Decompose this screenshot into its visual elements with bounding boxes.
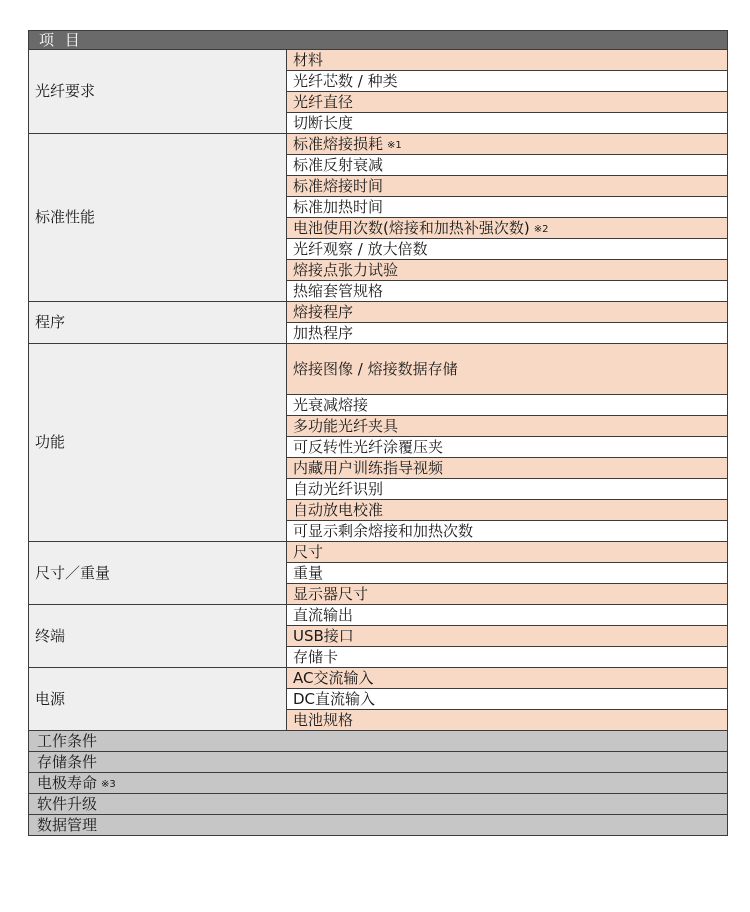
item-cell xyxy=(287,395,728,416)
category-label: 功能 xyxy=(29,344,287,542)
item-cell xyxy=(287,302,728,323)
item-cell xyxy=(287,71,728,92)
item-label: 熔接程序 xyxy=(293,302,354,321)
footer-cell xyxy=(29,815,728,836)
item-label: 存储卡 xyxy=(293,647,339,666)
footer-cell xyxy=(29,794,728,815)
item-cell xyxy=(287,50,728,71)
table-row xyxy=(29,605,728,626)
item-cell xyxy=(287,521,728,542)
item-label: 数据管理 xyxy=(37,815,98,834)
item-label: 光纤观察 / 放大倍数 xyxy=(293,239,428,258)
item-label: AC交流输入 xyxy=(293,668,374,687)
item-label: 自动放电校准 xyxy=(293,500,384,519)
item-cell xyxy=(287,344,728,395)
item-cell xyxy=(287,458,728,479)
table-header-row xyxy=(29,31,728,50)
table-row xyxy=(29,542,728,563)
item-cell xyxy=(287,500,728,521)
table-header-label: 项 目 xyxy=(29,31,728,50)
item-cell xyxy=(287,647,728,668)
item-cell xyxy=(287,155,728,176)
item-cell xyxy=(287,668,728,689)
item-label: 电池使用次数(熔接和加热补强次数) xyxy=(293,218,530,237)
category-label: 标准性能 xyxy=(29,134,287,302)
table-row xyxy=(29,668,728,689)
table-row xyxy=(29,50,728,71)
footer-row xyxy=(29,794,728,815)
item-label: 工作条件 xyxy=(37,731,98,750)
item-label: 可显示剩余熔接和加热次数 xyxy=(293,521,474,540)
item-label: USB接口 xyxy=(293,626,354,645)
item-label: 电极寿命 xyxy=(37,773,98,792)
footer-cell xyxy=(29,752,728,773)
footer-row xyxy=(29,731,728,752)
item-cell xyxy=(287,281,728,302)
item-label: 熔接点张力试验 xyxy=(293,260,399,279)
footnote-mark: ※1 xyxy=(387,139,402,151)
footer-cell xyxy=(29,731,728,752)
item-label: 直流输出 xyxy=(293,605,354,624)
item-cell xyxy=(287,689,728,710)
item-cell xyxy=(287,113,728,134)
item-cell xyxy=(287,542,728,563)
category-label: 程序 xyxy=(29,302,287,344)
item-cell xyxy=(287,479,728,500)
item-cell xyxy=(287,92,728,113)
item-label: 熔接图像 / 熔接数据存储 xyxy=(293,359,458,378)
item-cell xyxy=(287,626,728,647)
item-label: 热缩套管规格 xyxy=(293,281,384,300)
item-cell xyxy=(287,176,728,197)
item-label: 光纤直径 xyxy=(293,92,354,111)
item-label: 多功能光纤夹具 xyxy=(293,416,399,435)
category-label: 电源 xyxy=(29,668,287,731)
category-label: 光纤要求 xyxy=(29,50,287,134)
item-label: 重量 xyxy=(293,563,324,582)
item-label: 内藏用户训练指导视频 xyxy=(293,458,444,477)
item-cell xyxy=(287,605,728,626)
item-label: 光纤芯数 / 种类 xyxy=(293,71,398,90)
item-label: 自动光纤识别 xyxy=(293,479,384,498)
item-cell xyxy=(287,710,728,731)
table-row xyxy=(29,134,728,155)
item-label: 可反转性光纤涂覆压夹 xyxy=(293,437,444,456)
item-cell xyxy=(287,323,728,344)
item-label: 切断长度 xyxy=(293,113,354,132)
item-cell xyxy=(287,437,728,458)
spec-table xyxy=(28,30,728,836)
table-row xyxy=(29,344,728,395)
item-label: 存储条件 xyxy=(37,752,98,771)
item-cell xyxy=(287,584,728,605)
item-label: 标准加热时间 xyxy=(293,197,384,216)
item-label: 显示器尺寸 xyxy=(293,584,369,603)
category-label: 尺寸／重量 xyxy=(29,542,287,605)
item-label: DC直流输入 xyxy=(293,689,376,708)
footnote-mark: ※3 xyxy=(101,778,116,790)
item-cell xyxy=(287,416,728,437)
footer-row xyxy=(29,773,728,794)
item-cell xyxy=(287,218,728,239)
item-label: 材料 xyxy=(293,50,324,69)
item-cell xyxy=(287,260,728,281)
item-cell xyxy=(287,134,728,155)
item-label: 标准反射衰减 xyxy=(293,155,384,174)
item-label: 标准熔接时间 xyxy=(293,176,384,195)
table-row xyxy=(29,302,728,323)
footnote-mark: ※2 xyxy=(533,223,549,235)
item-label: 软件升级 xyxy=(37,794,98,813)
footer-row xyxy=(29,815,728,836)
category-label: 终端 xyxy=(29,605,287,668)
footer-row xyxy=(29,752,728,773)
item-label: 光衰减熔接 xyxy=(293,395,369,414)
footer-cell xyxy=(29,773,728,794)
item-label: 电池规格 xyxy=(293,710,354,729)
item-label: 尺寸 xyxy=(293,542,324,561)
item-cell xyxy=(287,563,728,584)
item-cell xyxy=(287,239,728,260)
item-label: 加热程序 xyxy=(293,323,354,342)
item-cell xyxy=(287,197,728,218)
item-label: 标准熔接损耗 xyxy=(293,134,384,153)
